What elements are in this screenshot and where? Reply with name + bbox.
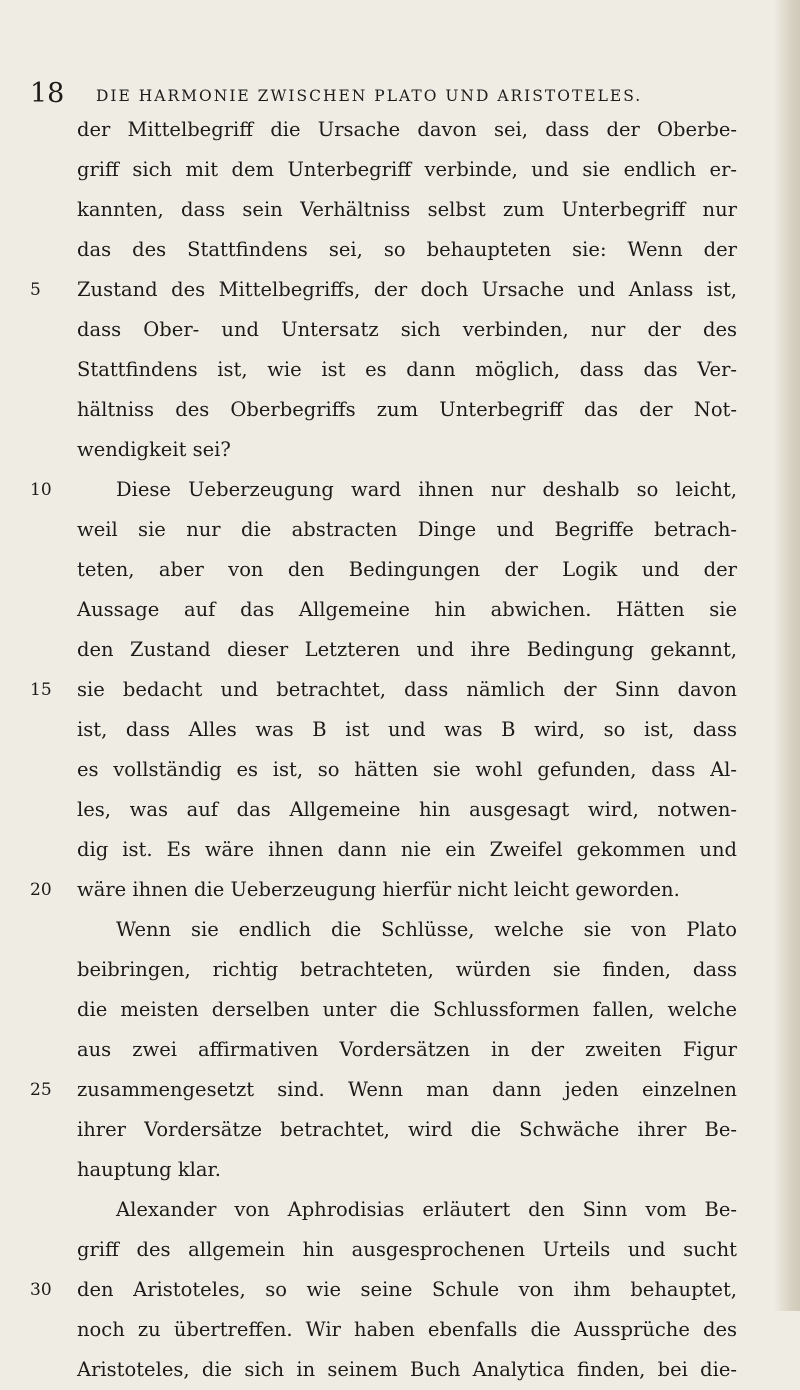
line-number: 20 <box>30 880 52 900</box>
running-title: DIE HARMONIE ZWISCHEN PLATO UND ARISTOTELES. <box>96 87 643 105</box>
page-header <box>30 74 730 114</box>
text-line: es vollständig es ist, so hätten sie wohl gefunden, dass Al- <box>77 758 737 781</box>
text-line: den Zustand dieser Letzteren und ihre Bedingung gekannt, <box>77 638 737 661</box>
text-line: Diese Ueberzeugung ward ihnen nur deshalb so leicht, <box>116 478 737 501</box>
text-line: hauptung klar. <box>77 1158 221 1181</box>
text-line: zusammengesetzt sind. Wenn man dann jeden einzelnen <box>77 1078 737 1101</box>
text-line: les, was auf das Allgemeine hin ausgesagt wird, notwen- <box>77 798 737 821</box>
text-line: Stattfindens ist, wie ist es dann möglich, dass das Ver- <box>77 358 737 381</box>
text-line: der Mittelbegriff die Ursache davon sei, dass der Oberbe- <box>77 118 737 141</box>
text-line: beibringen, richtig betrachteten, würden sie finden, dass <box>77 958 737 981</box>
text-line: wendigkeit sei? <box>77 438 231 461</box>
text-line: dass Ober- und Untersatz sich verbinden, nur der des <box>77 318 737 341</box>
page-number: 18 <box>30 78 65 109</box>
text-line: das des Stattfindens sei, so behaupteten sie: Wenn der <box>77 238 737 261</box>
text-line: den Aristoteles, so wie seine Schule von ihm behauptet, <box>77 1278 737 1301</box>
text-line: Aussage auf das Allgemeine hin abwichen. Hätten sie <box>77 598 737 621</box>
line-number: 15 <box>30 680 52 700</box>
text-line: Alexander von Aphrodisias erläutert den Sinn vom Be- <box>116 1198 737 1221</box>
line-number: 5 <box>30 280 41 300</box>
text-line: ist, dass Alles was B ist und was B wird, so ist, dass <box>77 718 737 741</box>
text-line: griff sich mit dem Unterbegriff verbinde, und sie endlich er- <box>77 158 737 181</box>
page-edge-shadow <box>774 0 800 1311</box>
text-line: Aristoteles, die sich in seinem Buch Analytica finden, bei die- <box>77 1358 737 1381</box>
text-line: teten, aber von den Bedingungen der Logik und der <box>77 558 737 581</box>
text-line: noch zu übertreffen. Wir haben ebenfalls die Aussprüche des <box>77 1318 737 1341</box>
text-line: ihrer Vordersätze betrachtet, wird die Schwäche ihrer Be- <box>77 1118 737 1141</box>
text-line: wäre ihnen die Ueberzeugung hierfür nicht leicht geworden. <box>77 878 680 901</box>
text-line: Zustand des Mittelbegriffs, der doch Ursache und Anlass ist, <box>77 278 737 301</box>
text-line: aus zwei affirmativen Vordersätzen in der zweiten Figur <box>77 1038 737 1061</box>
text-line: sie bedacht und betrachtet, dass nämlich der Sinn davon <box>77 678 737 701</box>
text-line: griff des allgemein hin ausgesprochenen Urteils und sucht <box>77 1238 737 1261</box>
text-line: Wenn sie endlich die Schlüsse, welche sie von Plato <box>116 918 737 941</box>
text-line: die meisten derselben unter die Schlussformen fallen, welche <box>77 998 737 1021</box>
line-number: 10 <box>30 480 52 500</box>
text-line: weil sie nur die abstracten Dinge und Begriffe betrach- <box>77 518 737 541</box>
text-line: dig ist. Es wäre ihnen dann nie ein Zweifel gekommen und <box>77 838 737 861</box>
line-number: 30 <box>30 1280 52 1300</box>
text-line: kannten, dass sein Verhältniss selbst zum Unterbegriff nur <box>77 198 737 221</box>
text-line: hältniss des Oberbegriffs zum Unterbegriff das der Not- <box>77 398 737 421</box>
line-number: 25 <box>30 1080 52 1100</box>
